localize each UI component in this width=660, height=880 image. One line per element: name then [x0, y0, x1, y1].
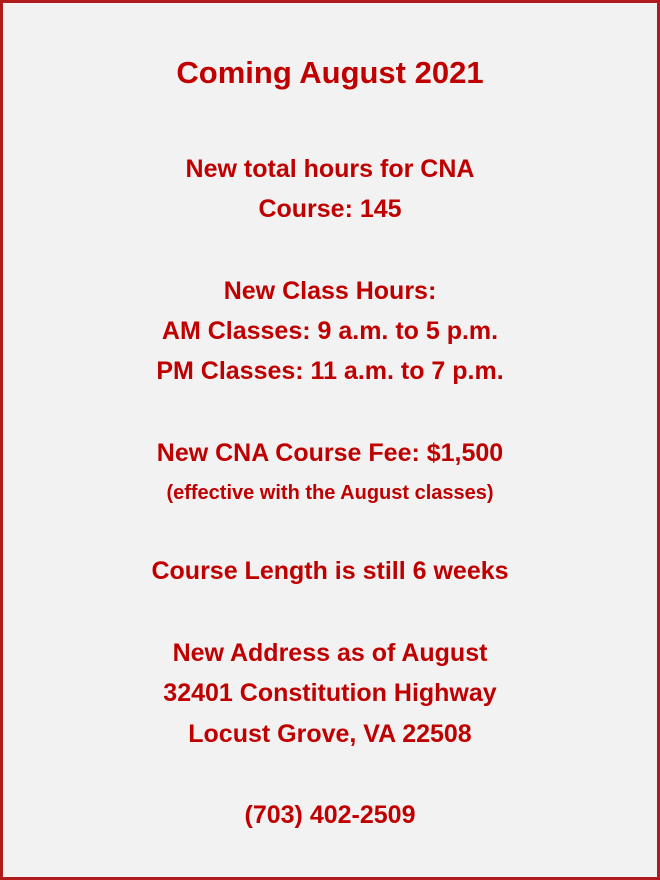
total-hours-line-1: New total hours for CNA — [185, 155, 475, 183]
am-classes-text: AM Classes: 9 a.m. to 5 p.m. — [161, 317, 499, 345]
fee-note-text: (effective with the August classes) — [166, 482, 494, 504]
flyer-title: Coming August 2021 — [176, 55, 484, 90]
course-length-text: Course Length is still 6 weeks — [151, 557, 509, 585]
total-hours-line-2: Course: 145 — [258, 195, 402, 223]
address-city: Locust Grove, VA 22508 — [188, 720, 472, 748]
pm-classes-text: PM Classes: 11 a.m. to 7 p.m. — [156, 357, 504, 385]
address-heading: New Address as of August — [172, 639, 488, 667]
course-fee-text: New CNA Course Fee: $1,500 — [156, 439, 504, 467]
class-hours-heading: New Class Hours: — [223, 277, 437, 305]
phone-number: (703) 402-2509 — [244, 801, 416, 829]
address-street: 32401 Constitution Highway — [163, 679, 497, 707]
